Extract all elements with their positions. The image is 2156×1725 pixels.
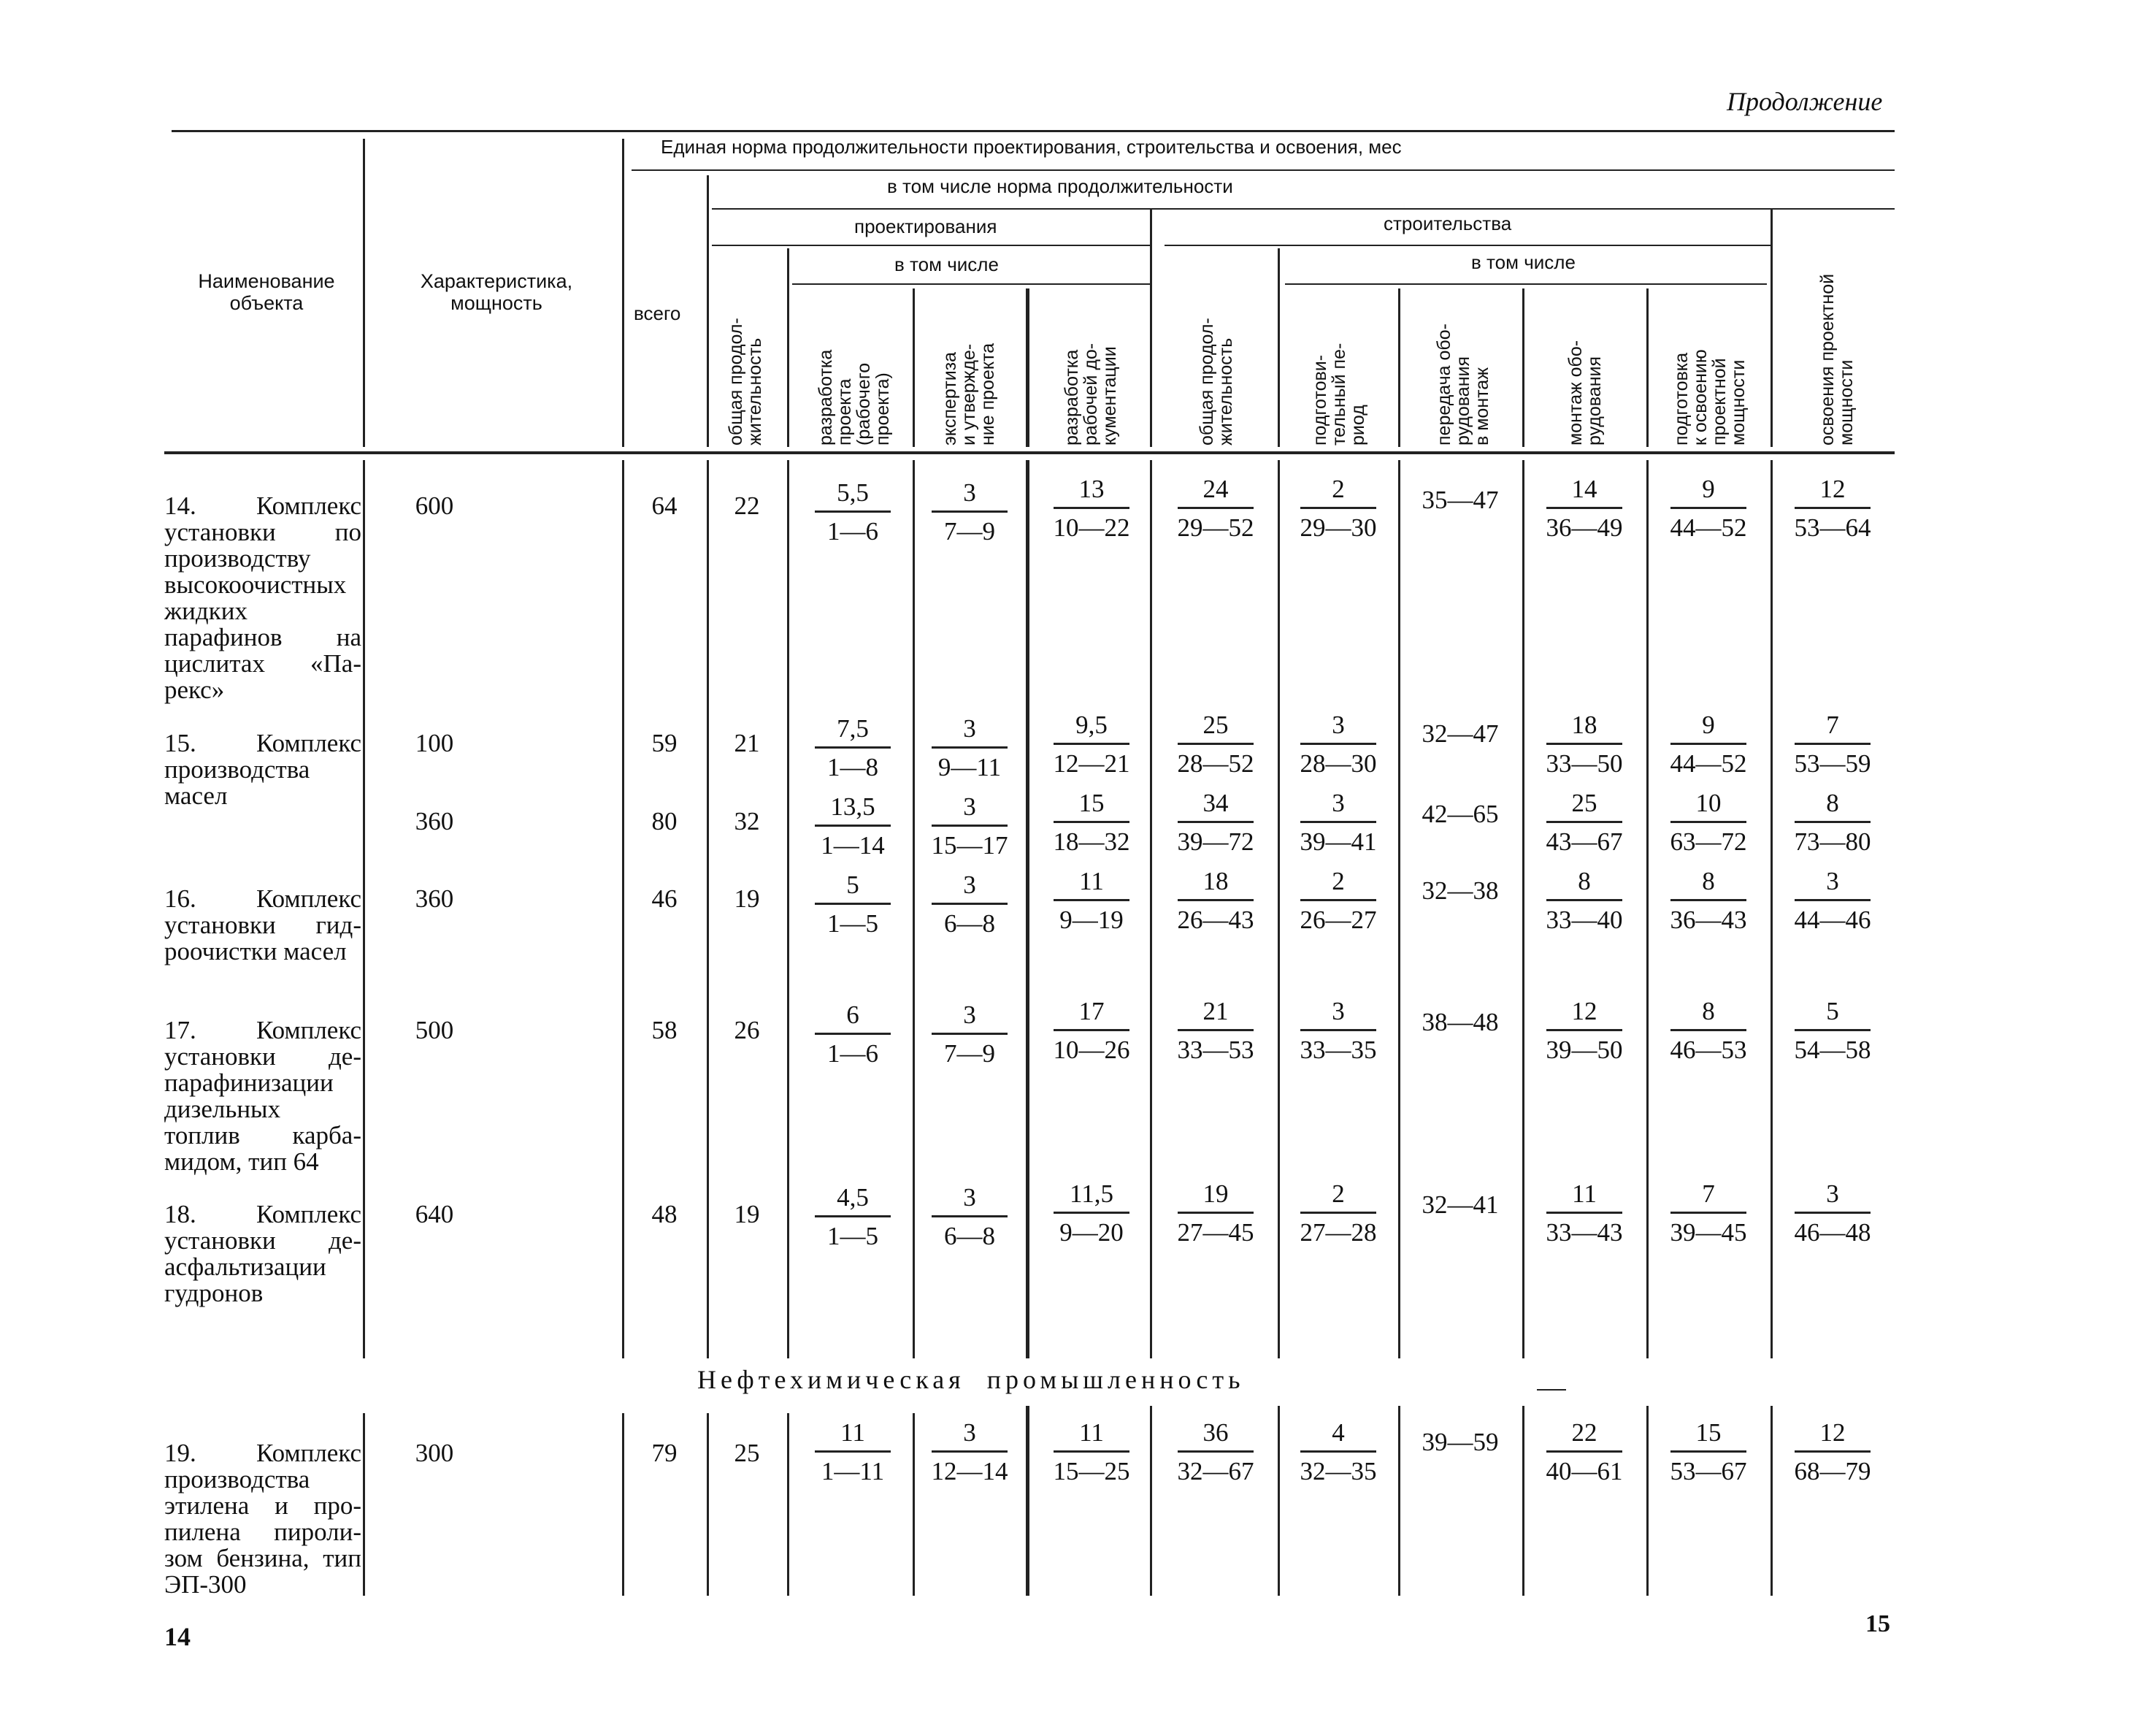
col-divider bbox=[1646, 288, 1649, 447]
fraction-prep: $\frac{4}{32—35}$ bbox=[1300, 1418, 1377, 1485]
col-divider bbox=[1771, 460, 1773, 1358]
fraction-install: $\frac{25}{43—67}$ bbox=[1546, 789, 1623, 856]
header-name: Наименование объекта bbox=[198, 270, 335, 314]
fraction-project: $\frac{11}{1—11}$ bbox=[802, 1418, 904, 1486]
fraction-project: $\frac{4,5}{1—5}$ bbox=[802, 1183, 904, 1251]
fraction-mastering: $\frac{3}{46—48}$ bbox=[1794, 1179, 1871, 1247]
col-divider bbox=[1278, 460, 1280, 1358]
page-number-left: 14 bbox=[164, 1622, 191, 1651]
row-capacity: 300 bbox=[415, 1439, 454, 1467]
row-name: 17. Комплекс установки депарафинизации дизельных топлив карбамидом, тип 64 bbox=[164, 1016, 361, 1176]
col-divider bbox=[787, 248, 789, 447]
row-total: 79 bbox=[651, 1439, 678, 1467]
fraction-mastering: $\frac{5}{54—58}$ bbox=[1794, 997, 1871, 1064]
header-rule bbox=[1165, 245, 1771, 246]
col-divider bbox=[1026, 1406, 1029, 1596]
col-divider bbox=[1771, 1406, 1773, 1596]
fraction-prep: $\frac{3}{39—41}$ bbox=[1300, 789, 1377, 856]
fraction-docs: $\frac{11}{15—25}$ bbox=[1053, 1418, 1130, 1485]
row-capacity: 500 bbox=[415, 1016, 454, 1044]
row-name: 14. Комплекс установки по производству высокоочистных жидких парафинов на цислитах «Парекс» bbox=[164, 492, 361, 704]
table-top-rule bbox=[172, 130, 1895, 132]
fraction-constr-total: $\frac{19}{27—45}$ bbox=[1177, 1179, 1254, 1247]
header-constr-install: монтаж обо- рудования bbox=[1565, 340, 1605, 445]
fraction-prep: $\frac{3}{33—35}$ bbox=[1300, 997, 1377, 1064]
row-transfer: 39—59 bbox=[1422, 1428, 1499, 1456]
fraction-mastering: $\frac{3}{44—46}$ bbox=[1794, 867, 1871, 934]
fraction-expertise: $\frac{3}{15—17}$ bbox=[931, 792, 1008, 860]
row-design-total: 26 bbox=[734, 1016, 760, 1044]
col-divider bbox=[1522, 1406, 1524, 1596]
row-name: 16. Комплекс установки гидроочистки масел bbox=[164, 884, 361, 965]
header-design-including: в том числе bbox=[894, 253, 999, 275]
row-total: 48 bbox=[651, 1200, 678, 1228]
fraction-project: $\frac{7,5}{1—8}$ bbox=[802, 714, 904, 782]
fraction-constr-total: $\frac{25}{28—52}$ bbox=[1177, 711, 1254, 778]
fraction-prep: $\frac{3}{28—30}$ bbox=[1300, 711, 1377, 778]
row-transfer: 42—65 bbox=[1422, 800, 1499, 828]
section-title: Нефтехимическая промышленность bbox=[697, 1365, 1245, 1394]
page-number-right: 15 bbox=[1865, 1610, 1890, 1637]
row-total: 58 bbox=[651, 1016, 678, 1044]
fraction-prep: $\frac{2}{27—28}$ bbox=[1300, 1179, 1377, 1247]
fraction-readiness: $\frac{9}{44—52}$ bbox=[1670, 711, 1747, 778]
header-rule bbox=[1285, 283, 1767, 285]
header-including-norm: в том числе норма продолжительности bbox=[887, 175, 1233, 197]
fraction-mastering: $\frac{8}{73—80}$ bbox=[1794, 789, 1871, 856]
fraction-expertise: $\frac{3}{12—14}$ bbox=[931, 1418, 1008, 1485]
fraction-expertise: $\frac{3}{7—9}$ bbox=[918, 1001, 1021, 1068]
fraction-constr-total: $\frac{36}{32—67}$ bbox=[1177, 1418, 1254, 1485]
row-capacity: 360 bbox=[415, 807, 454, 835]
fraction-expertise: $\frac{3}{7—9}$ bbox=[918, 478, 1021, 546]
col-divider bbox=[363, 460, 365, 1358]
header-constr-transfer: передача обо- рудования в монтаж bbox=[1434, 324, 1492, 445]
row-name: 18. Комплекс установки деасфальтизации гудронов bbox=[164, 1200, 361, 1307]
row-design-total: 19 bbox=[734, 1200, 760, 1228]
fraction-readiness: $\frac{7}{39—45}$ bbox=[1670, 1179, 1747, 1247]
col-divider bbox=[1150, 208, 1152, 447]
header-mastering: освоения проектной мощности bbox=[1817, 273, 1857, 445]
fraction-install: $\frac{12}{39—50}$ bbox=[1546, 997, 1623, 1064]
header-constr-readiness: подготовка к освоению проектной мощности bbox=[1671, 349, 1749, 445]
header-constr-total: общая продол- жительность bbox=[1197, 318, 1236, 445]
fraction-constr-total: $\frac{24}{29—52}$ bbox=[1177, 475, 1254, 542]
col-divider bbox=[1646, 1406, 1649, 1596]
fraction-docs: $\frac{17}{10—26}$ bbox=[1053, 997, 1130, 1064]
col-divider bbox=[1771, 208, 1773, 447]
row-design-total: 32 bbox=[734, 807, 760, 835]
col-divider bbox=[913, 1413, 915, 1596]
row-name: 19. Комплекс производства этилена и пропилена пиролизом бензина, тип ЭП-300 bbox=[164, 1439, 361, 1599]
fraction-project: $\frac{6}{1—6}$ bbox=[802, 1001, 904, 1068]
fraction-docs: $\frac{11}{9—19}$ bbox=[1040, 867, 1143, 935]
header-construction-including: в том числе bbox=[1471, 251, 1576, 273]
row-transfer: 38—48 bbox=[1422, 1008, 1499, 1036]
fraction-constr-total: $\frac{34}{39—72}$ bbox=[1177, 789, 1254, 856]
col-divider bbox=[913, 460, 915, 1358]
fraction-readiness: $\frac{8}{36—43}$ bbox=[1670, 867, 1747, 934]
fraction-project: $\frac{5}{1—5}$ bbox=[802, 871, 904, 938]
fraction-docs: $\frac{11,5}{9—20}$ bbox=[1040, 1179, 1143, 1247]
header-total: всего bbox=[634, 302, 681, 324]
col-divider bbox=[1398, 460, 1400, 1358]
fraction-mastering: $\frac{12}{53—64}$ bbox=[1794, 475, 1871, 542]
header-design-project: разработка проекта (рабочего проекта) bbox=[816, 349, 893, 445]
header-constr-prep: подготови- тельный пе- риод bbox=[1310, 343, 1368, 445]
continued-label: Продолжение bbox=[1727, 87, 1883, 116]
col-divider bbox=[1150, 460, 1152, 1358]
col-divider bbox=[1150, 1406, 1152, 1596]
fraction-constr-total: $\frac{18}{26—43}$ bbox=[1177, 867, 1254, 934]
fraction-install: $\frac{8}{33—40}$ bbox=[1546, 867, 1623, 934]
col-divider bbox=[363, 1413, 365, 1596]
col-divider bbox=[787, 1413, 789, 1596]
fraction-prep: $\frac{2}{29—30}$ bbox=[1300, 475, 1377, 542]
row-total: 64 bbox=[651, 492, 678, 520]
row-transfer: 35—47 bbox=[1422, 486, 1499, 514]
col-divider bbox=[707, 460, 709, 1358]
row-design-total: 22 bbox=[734, 492, 760, 520]
row-design-total: 19 bbox=[734, 884, 760, 913]
row-transfer: 32—38 bbox=[1422, 876, 1499, 905]
fraction-expertise: $\frac{3}{9—11}$ bbox=[918, 714, 1021, 782]
header-bottom-rule bbox=[164, 451, 1895, 454]
col-divider bbox=[622, 460, 624, 1358]
col-divider bbox=[1278, 248, 1280, 447]
col-divider bbox=[363, 139, 365, 447]
fraction-install: $\frac{14}{36—49}$ bbox=[1546, 475, 1623, 542]
row-total: 59 bbox=[651, 729, 678, 757]
header-design-docs: разработка рабочей до- кументации bbox=[1062, 343, 1120, 445]
col-divider bbox=[1522, 288, 1524, 447]
fraction-project: $\frac{13,5}{1—14}$ bbox=[802, 792, 904, 860]
header-unified-norm: Единая норма продолжительности проектирования, строительства и освоения, мес bbox=[661, 136, 1402, 158]
header-construction: строительства bbox=[1384, 213, 1512, 234]
header-rule bbox=[712, 208, 1895, 210]
fraction-prep: $\frac{2}{26—27}$ bbox=[1300, 867, 1377, 934]
fraction-readiness: $\frac{15}{53—67}$ bbox=[1670, 1418, 1747, 1485]
col-divider bbox=[707, 1413, 709, 1596]
fraction-docs: $\frac{13}{10—22}$ bbox=[1053, 475, 1130, 542]
col-divider bbox=[622, 139, 624, 447]
fraction-project: $\frac{5,5}{1—6}$ bbox=[802, 478, 904, 546]
header-rule bbox=[792, 283, 1150, 285]
col-divider bbox=[1522, 460, 1524, 1358]
header-characteristic: Характеристика, мощность bbox=[420, 270, 573, 314]
row-design-total: 21 bbox=[734, 729, 760, 757]
row-capacity: 600 bbox=[415, 492, 454, 520]
fraction-constr-total: $\frac{21}{33—53}$ bbox=[1177, 997, 1254, 1064]
row-name: 15. Комплекс производства масел bbox=[164, 729, 361, 810]
row-transfer: 32—47 bbox=[1422, 719, 1499, 748]
fraction-mastering: $\frac{12}{68—79}$ bbox=[1794, 1418, 1871, 1485]
header-rule bbox=[632, 169, 1895, 171]
section-dash bbox=[1537, 1389, 1566, 1391]
row-capacity: 640 bbox=[415, 1200, 454, 1228]
col-divider bbox=[913, 288, 915, 447]
fraction-readiness: $\frac{8}{46—53}$ bbox=[1670, 997, 1747, 1064]
col-divider bbox=[1646, 460, 1649, 1358]
fraction-mastering: $\frac{7}{53—59}$ bbox=[1794, 711, 1871, 778]
row-capacity: 100 bbox=[415, 729, 454, 757]
fraction-docs: $\frac{15}{18—32}$ bbox=[1053, 789, 1130, 856]
col-divider bbox=[1398, 288, 1400, 447]
header-design: проектирования bbox=[854, 215, 997, 237]
row-total: 80 bbox=[651, 807, 678, 835]
fraction-expertise: $\frac{3}{6—8}$ bbox=[918, 871, 1021, 938]
row-capacity: 360 bbox=[415, 884, 454, 913]
fraction-readiness: $\frac{10}{63—72}$ bbox=[1670, 789, 1747, 856]
col-divider bbox=[622, 1413, 624, 1596]
row-total: 46 bbox=[651, 884, 678, 913]
row-transfer: 32—41 bbox=[1422, 1190, 1499, 1219]
fraction-readiness: $\frac{9}{44—52}$ bbox=[1670, 475, 1747, 542]
header-design-total: общая продол- жительность bbox=[726, 318, 765, 445]
col-divider bbox=[787, 460, 789, 1358]
col-divider bbox=[1398, 1406, 1400, 1596]
fraction-install: $\frac{11}{33—43}$ bbox=[1546, 1179, 1623, 1247]
fraction-install: $\frac{22}{40—61}$ bbox=[1546, 1418, 1623, 1485]
col-divider bbox=[1026, 288, 1029, 447]
row-design-total: 25 bbox=[734, 1439, 760, 1467]
fraction-expertise: $\frac{3}{6—8}$ bbox=[918, 1183, 1021, 1251]
col-divider bbox=[1278, 1406, 1280, 1596]
col-divider bbox=[1026, 460, 1029, 1358]
header-rule bbox=[712, 245, 1150, 246]
fraction-docs: $\frac{9,5}{12—21}$ bbox=[1053, 711, 1130, 778]
col-divider bbox=[707, 175, 709, 447]
header-design-expertise: экспертиза и утвержде- ние проекта bbox=[940, 343, 998, 445]
fraction-install: $\frac{18}{33—50}$ bbox=[1546, 711, 1623, 778]
